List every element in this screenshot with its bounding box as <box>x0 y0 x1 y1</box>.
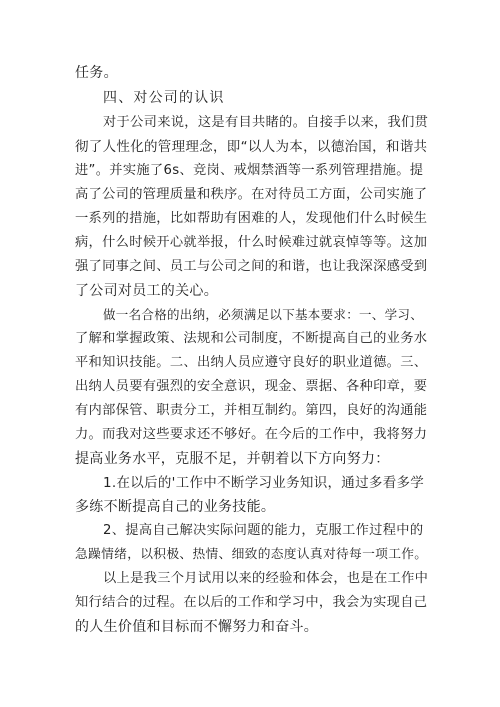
paragraph-line: 力。而我对这些要求还不够好。在今后的工作中，我将努力 <box>75 427 428 442</box>
paragraph-line: 出纳人员要有强烈的安全意识，现金、票据、各种印章，要 <box>75 379 428 394</box>
paragraph-line: 了公司对员工的关心。 <box>75 283 218 299</box>
paragraph-line: 病，什么时候开心就举报，什么时候难过就哀悼等等。这加 <box>75 235 428 250</box>
paragraph-line: 知行结合的过程。在以后的工作和学习中，我会为实现自己 <box>75 595 428 610</box>
paragraph-line: 平和知识技能。二、出纳人员应遵守良好的职业道德。三、 <box>75 355 428 370</box>
paragraph-line: 进”。并实施了6s、竞岗、戒烟禁酒等一系列管理措施。提 <box>75 163 424 178</box>
paragraph-line: 提高业务水平，克服不足，并朝着以下方向努力： <box>75 451 390 467</box>
list-item-line: 1.在以后的'工作中不断学习业务知识，通过多看多学 <box>103 475 425 491</box>
list-item-line: 多练不断提高自己的业务技能。 <box>75 499 276 515</box>
paragraph-line: 的人生价值和目标而不懈努力和奋斗。 <box>75 619 319 635</box>
paragraph-line: 以上是我三个月试用以来的经验和体会，也是在工作中 <box>103 571 429 586</box>
paragraph-line: 高了公司的管理质量和秩序。在对待员工方面，公司实施了 <box>75 187 428 202</box>
text-line: 任务。 <box>75 65 118 81</box>
list-item-line: 2、提高自己解决实际问题的能力，克服工作过程中的 <box>103 523 424 538</box>
paragraph-line: 了解和掌握政策、法规和公司制度，不断提高自己的业务水 <box>75 331 428 346</box>
paragraph-line: 有内部保管、职责分工，并相互制约。第四，良好的沟通能 <box>75 403 428 418</box>
section-heading: 四、对公司的认识 <box>103 90 225 106</box>
list-item-line: 急躁情绪，以积极、热情、细致的态度认真对待每一项工作。 <box>75 547 428 562</box>
paragraph-line: 彻了人性化的管理理念，即“以人为本，以德治国，和谐共 <box>75 139 428 155</box>
paragraph-line: 对于公司来说，这是有目共睹的。自接手以来，我们贯 <box>103 115 429 130</box>
paragraph-line: 做一名合格的出纳，必须满足以下基本要求：一、学习、 <box>103 307 424 322</box>
paragraph-line: 一系列的措施，比如帮助有困难的人，发现他们什么时候生 <box>75 211 428 226</box>
paragraph-line: 强了同事之间、员工与公司之间的和谐，也让我深深感受到 <box>75 259 428 274</box>
